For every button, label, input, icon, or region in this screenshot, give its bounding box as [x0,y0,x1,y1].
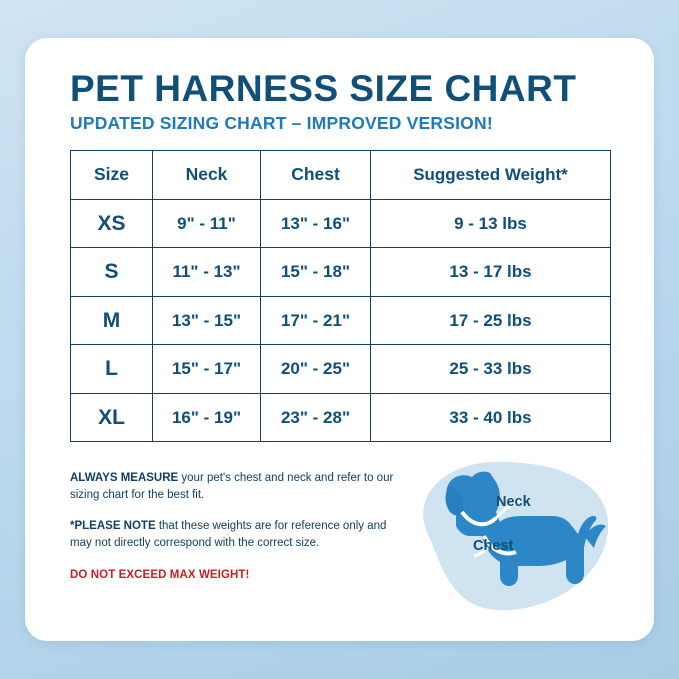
table-header [71,150,611,199]
cell-chest: 13" - 16" [261,199,371,248]
cell-weight: 25 - 33 lbs [371,345,611,394]
notes-block [70,470,400,598]
card-content [70,70,614,442]
cell-weight: 17 - 25 lbs [371,296,611,345]
cell-neck: 13" - 15" [153,296,261,345]
cell-size: S [71,248,153,297]
cell-chest: 23" - 28" [261,393,371,442]
warning-text: DO NOT EXCEED MAX WEIGHT! [70,568,250,581]
cell-chest: 20" - 25" [261,345,371,394]
page-subtitle: UPDATED SIZING CHART – IMPROVED VERSION! [70,112,493,133]
size-chart-table [70,150,611,443]
cell-weight: 13 - 17 lbs [371,248,611,297]
column-header-size: Size [71,150,153,199]
cell-neck: 9" - 11" [153,199,261,248]
column-header-chest: Chest [261,150,371,199]
measure-note-bold: ALWAYS MEASURE [70,472,179,484]
please-note-bold: *PLEASE NOTE [70,520,156,533]
cell-size: L [71,345,153,394]
dog-diagram [400,456,615,616]
chest-label: Chest [473,538,514,554]
page-title: PET HARNESS SIZE CHART [70,68,577,109]
dog-illustration-svg [400,456,615,616]
cell-size: XS [71,199,153,248]
cell-size: XL [71,393,153,442]
table-row [71,199,611,248]
table-body [71,199,611,442]
column-header-weight: Suggested Weight* [371,150,611,199]
cell-neck: 11" - 13" [153,248,261,297]
cell-neck: 16" - 19" [153,393,261,442]
cell-weight: 33 - 40 lbs [371,393,611,442]
measure-note-rest: your pet's chest and neck and refer to our sizing chart for the best fit. [70,472,394,501]
table-row [71,248,611,297]
table-row [71,393,611,442]
table-row [71,296,611,345]
neck-label: Neck [496,494,531,510]
table-header-row [71,150,611,199]
cell-size: M [71,296,153,345]
please-note [70,518,400,551]
measure-note [70,470,400,503]
please-note-rest: that these weights are for reference only and may not directly correspond with the correct size. [70,520,387,550]
cell-chest: 17" - 21" [261,296,371,345]
cell-weight: 9 - 13 lbs [371,199,611,248]
cell-chest: 15" - 18" [261,248,371,297]
cell-neck: 15" - 17" [153,345,261,394]
column-header-neck: Neck [153,150,261,199]
table-row [71,345,611,394]
size-chart-card [25,38,654,641]
